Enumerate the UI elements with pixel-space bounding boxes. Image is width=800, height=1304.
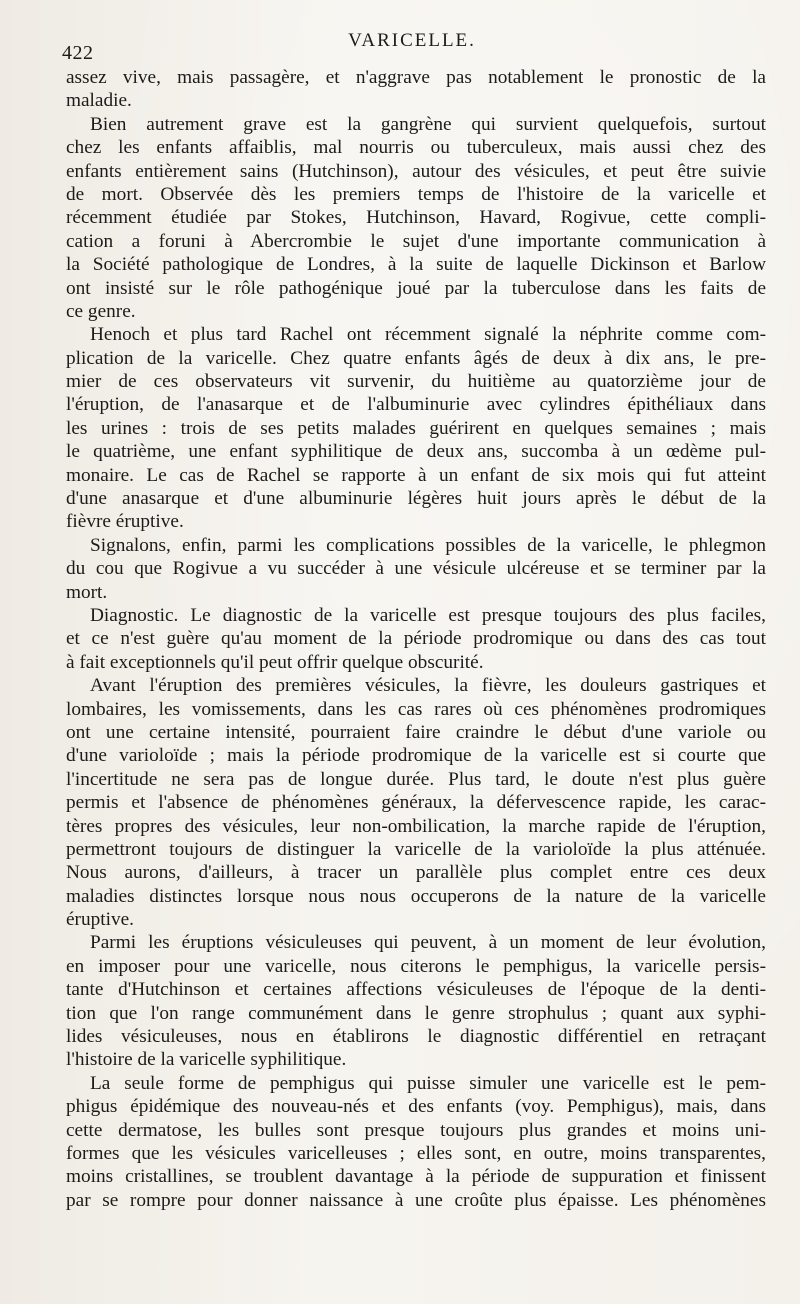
- text-line: par se rompre pour donner naissance à une croûte plus épaisse. Les phénomènes: [66, 1189, 766, 1211]
- text-line: Signalons, enfin, parmi les complications possibles de la varicelle, le phlegmon: [90, 534, 766, 556]
- text-line: le quatrième, une enfant syphilitique de deux ans, succomba à un œdème pul-: [66, 441, 766, 463]
- text-line: phigus épidémique des nouveau-nés et des enfants (voy. Pemphigus), mais, dans: [66, 1096, 766, 1118]
- text-line: l'éruption, de l'anasarque et de l'albuminurie avec cylindres épithéliaux dans: [66, 394, 766, 416]
- text-line: d'une anasarque et d'une albuminurie légères huit jours après le début de la: [66, 488, 766, 510]
- text-line: maladie.: [66, 90, 132, 112]
- text-line: éruptive.: [66, 909, 134, 931]
- text-line: formes que les vésicules varicelleuses ; elles sont, en outre, moins transparentes,: [66, 1142, 766, 1164]
- text-line: permettront toujours de distinguer la varicelle de la varioloïde la plus atténuée.: [66, 838, 766, 860]
- text-line: récemment étudiée par Stokes, Hutchinson, Havard, Rogivue, cette compli-: [66, 207, 766, 229]
- text-line: l'incertitude ne sera pas de longue durée. Plus tard, le doute n'est plus guère: [66, 768, 766, 790]
- text-line: les urines : trois de ses petits malades guérirent en quelques semaines ; mais: [66, 417, 766, 439]
- text-line: fièvre éruptive.: [66, 511, 184, 533]
- page-header: [62, 30, 762, 64]
- text-line: moins cristallines, se troublent davantage à la période de suppuration et finissent: [66, 1166, 766, 1188]
- text-line: du cou que Rogivue a vu succéder à une vésicule ulcéreuse et se terminer par la: [66, 558, 766, 580]
- text-line: en imposer pour une varicelle, nous citerons le pemphigus, la varicelle persis-: [66, 955, 766, 977]
- text-line: de mort. Observée dès les premiers temps de l'histoire de la varicelle et: [66, 183, 766, 205]
- page-number: 422: [62, 42, 94, 64]
- text-line: Parmi les éruptions vésiculeuses qui peuvent, à un moment de leur évolution,: [90, 932, 766, 954]
- text-line: permis et l'absence de phénomènes généraux, la défervescence rapide, les carac-: [66, 792, 766, 814]
- section-heading-line: Diagnostic. Le diagnostic de la varicelle est presque toujours des plus faciles,: [90, 604, 766, 626]
- text-line: La seule forme de pemphigus qui puisse simuler une varicelle est le pem-: [90, 1072, 766, 1094]
- text-line: mort.: [66, 581, 108, 603]
- text-line: mier de ces observateurs vit survenir, du huitième au quatorzième jour de: [66, 371, 766, 393]
- text-line: tante d'Hutchinson et certaines affections vésiculeuses de l'époque de la denti-: [66, 979, 766, 1001]
- text-line: Henoch et plus tard Rachel ont récemment signalé la néphrite comme com-: [90, 324, 766, 346]
- text-line: assez vive, mais passagère, et n'aggrave pas notablement le pronostic de la: [66, 67, 766, 88]
- text-line: Bien autrement grave est la gangrène qui survient quelquefois, surtout: [90, 113, 766, 135]
- text-line: et ce n'est guère qu'au moment de la période prodromique ou dans des cas tout: [66, 628, 766, 650]
- text-line: la Société pathologique de Londres, à la suite de laquelle Dickinson et Barlow: [66, 254, 766, 276]
- text-line: ont une certaine intensité, pourraient faire craindre le début d'une variole ou: [66, 721, 766, 743]
- text-line: tères propres des vésicules, leur non-ombilication, la marche rapide de l'éruption,: [66, 815, 766, 837]
- text-line: ont insisté sur le rôle pathogénique joué par la tuberculose dans les faits de: [66, 277, 766, 299]
- text-line: l'histoire de la varicelle syphilitique.: [66, 1049, 347, 1071]
- text-line: tion que l'on range communément dans le genre strophulus ; quant aux syphi-: [66, 1002, 766, 1024]
- text-line: cation a foruni à Abercrombie le sujet d'une importante communication à: [66, 230, 766, 252]
- text-line: monaire. Le cas de Rachel se rapporte à un enfant de six mois qui fut atteint: [66, 464, 766, 486]
- text-line: plication de la varicelle. Chez quatre enfants âgés de deux à dix ans, le pre-: [66, 347, 766, 369]
- running-head: VARICELLE.: [348, 30, 476, 51]
- text-line: chez les enfants affaiblis, mal nourris ou tuberculeux, mais aussi chez des: [66, 137, 766, 159]
- text-line: Avant l'éruption des premières vésicules, la fièvre, les douleurs gastriques et: [90, 675, 766, 697]
- text-line: Nous aurons, d'ailleurs, à tracer un parallèle plus complet entre ces deux: [66, 862, 766, 884]
- body-text: [66, 66, 766, 1212]
- text-line: cette dermatose, les bulles sont presque toujours plus grandes et moins uni-: [66, 1119, 766, 1141]
- text-line: lombaires, les vomissements, dans les cas rares où ces phénomènes prodromiques: [66, 698, 766, 720]
- text-line: à fait exceptionnels qu'il peut offrir quelque obscurité.: [66, 651, 484, 673]
- text-line: ce genre.: [66, 300, 136, 322]
- text-line: lides vésiculeuses, nous en établirons le diagnostic différentiel en retraçant: [66, 1026, 766, 1048]
- text-line: enfants entièrement sains (Hutchinson), autour des vésicules, et peut être suivie: [66, 160, 766, 182]
- text-line: maladies distinctes lorsque nous nous occuperons de la nature de la varicelle: [66, 885, 766, 907]
- text-line: d'une varioloïde ; mais la période prodromique de la varicelle est si courte que: [66, 745, 766, 767]
